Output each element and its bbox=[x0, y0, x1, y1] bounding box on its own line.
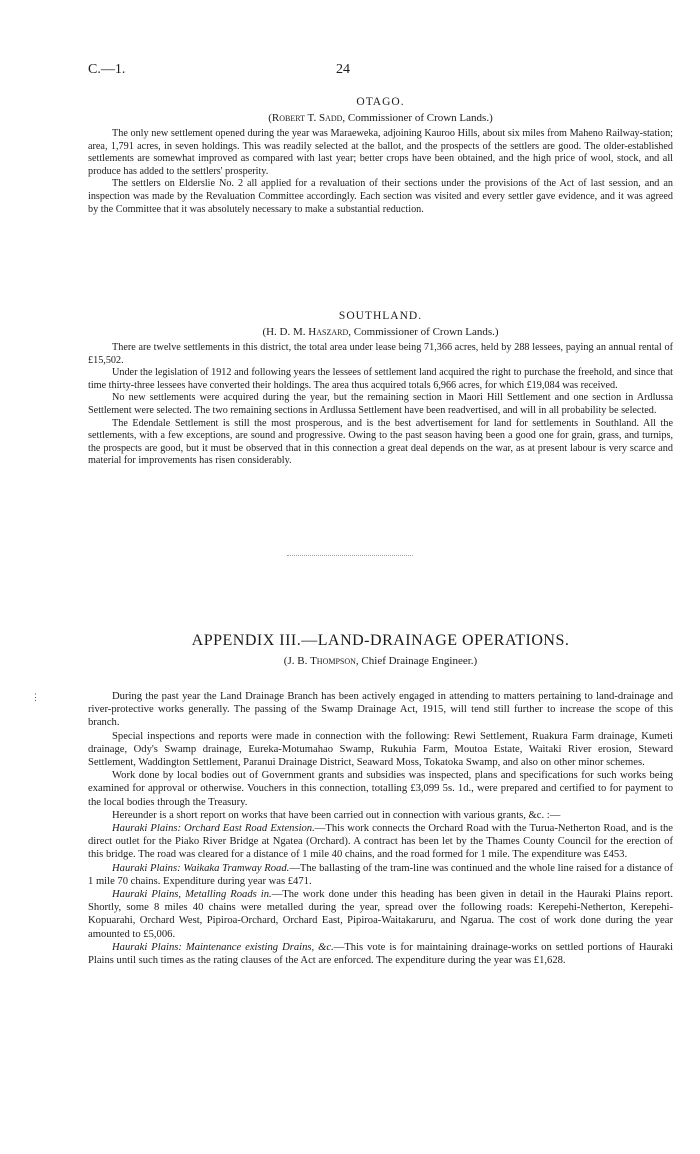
paragraph: The only new settlement opened during the year was Maraeweka, adjoining Kauroo Hills, about six miles from Maheno Railway-station; area, 1,791 acres, in seven holdings. This was readily selected at the ballot, and the prospects of the settlers are good. The older-established settlements are somewhat improved as compared with last year; better crops have been obtained, and the high price of wool, stock, and all produce has added to the settlers' prosperity. bbox=[88, 128, 673, 177]
commissioner-name: Robert T. Sadd bbox=[271, 112, 343, 124]
paragraph: Special inspections and reports were made in connection with the following: Rewi Settlement, Ruakura Farm drainage, Kumeti drainage, Ody's Swamp drainage, Eureka-Motumahao Swamp, Rukuhia Farm, Moutoa Estate, Waitaki River erosion, Steward Settlement, Waddington Settlement, Paranui Drainage District, Seaward Moss, Tokatoka Swamp, and also on other minor schemes. bbox=[88, 730, 673, 769]
subtitle-prefix: ( bbox=[268, 112, 272, 124]
work-item-heading: Hauraki Plains, Metalling Roads in. bbox=[112, 889, 272, 901]
paragraph: Under the legislation of 1912 and following years the lessees of settlement land acquired the right to purchase the freehold, and since that time thirty-three lessees have converted their holdings. The area thus acquired totals 6,966 acres, for which £19,084 was received. bbox=[88, 367, 673, 391]
subtitle-prefix: (J. B. bbox=[283, 655, 311, 667]
work-item-paragraph bbox=[88, 862, 673, 888]
subtitle-suffix: , Commissioner of Crown Lands.) bbox=[342, 112, 493, 124]
work-item-text: —The work done under this heading has been given in detail in the Hauraki Plains report. Shortly, some 8 miles 40 chains were metalled during the year, spread over the following roads: Kerepehi-Netherton, Kerepehi-Kopuarahi, Orchard West, Pipiroa-Orchard, Orchard East, Pipiroa-Waitakaruru, and Ngarua. The cost of work done during the year amounted to £5,006. bbox=[88, 889, 673, 940]
page-number: 24 bbox=[336, 62, 350, 77]
work-item-heading: Hauraki Plains: Orchard East Road Extension. bbox=[112, 823, 315, 835]
engineer-name: Thompson bbox=[310, 655, 356, 667]
paragraph: Hereunder is a short report on works that have been carried out in connection with various grants, &c. :— bbox=[112, 809, 561, 821]
section-subtitle bbox=[88, 112, 673, 124]
work-item-paragraph bbox=[88, 941, 673, 967]
work-item-text: —This vote is for maintaining drainage-works on settled portions of Hauraki Plains until such times as the rating clauses of the Act are enforced. The expenditure during the year was £1,628. bbox=[88, 941, 674, 967]
paragraph: During the past year the Land Drainage Branch has been actively engaged in attending to matters pertaining to land-drainage and river-protective works generally. The passing of the Swamp Drainage Act, 1915, will tend still further to increase the scope of this branch. bbox=[88, 691, 673, 729]
drainage-section bbox=[88, 690, 673, 967]
commissioner-name: Haszard bbox=[308, 326, 349, 338]
section-title: SOUTHLAND. bbox=[338, 310, 423, 322]
work-item-heading: Hauraki Plains: Waikaka Tramway Road. bbox=[112, 862, 290, 874]
work-item-heading: Hauraki Plains: Maintenance existing Drains, &c. bbox=[112, 941, 334, 953]
work-item-text: —This work connects the Orchard Road with the Turua-Netherton Road, and is the direct outlet for the Piako River Bridge at Ngatea (Orchard). A contract has been let by the Thames County Council for the erection of this bridge. The road was cleared for a distance of 1 mile 40 chains, and the road formed for 1 mile. The expenditure was £453. bbox=[88, 823, 673, 861]
parliamentary-reference: C.—1. bbox=[88, 62, 126, 77]
paragraph: Work done by local bodies out of Government grants and subsidies was inspected, plans and specifications for such works being examined for approval or otherwise. Vouchers in this connection, totalling £3,099 5s. 1d., were prepared and certified to for payment to the local bodies through the Treasury. bbox=[88, 770, 673, 808]
appendix-subtitle bbox=[88, 655, 673, 667]
page-header bbox=[88, 62, 660, 80]
paragraph: There are twelve settlements in this district, the total area under lease being 71,366 acres, held by 288 lessees, paying an annual rental of £15,502. bbox=[88, 342, 673, 366]
work-item-paragraph bbox=[88, 822, 673, 862]
appendix-title: APPENDIX III.—LAND-DRAINAGE OPERATIONS. bbox=[191, 632, 570, 649]
section-subtitle bbox=[88, 326, 673, 338]
southland-section bbox=[88, 310, 673, 468]
margin-mark-icon: ⋮ bbox=[31, 692, 40, 702]
work-item-text: —The ballasting of the tram-line was continued and the whole line raised for a distance of 1 mile 70 chains. Expenditure during year was £471. bbox=[88, 862, 673, 887]
paragraph: No new settlements were acquired during the year, but the remaining section in Maori Hill Settlement and one section in Ardlussa Settlement were selected. The two remaining sections in Ardlussa Settlement have been readvertised, and will in all probability be selected. bbox=[88, 392, 673, 416]
subtitle-suffix: , Commissioner of Crown Lands.) bbox=[348, 326, 499, 338]
subtitle-prefix: (H. D. M. bbox=[262, 326, 309, 338]
otago-section bbox=[88, 96, 673, 216]
subtitle-suffix: , Chief Drainage Engineer.) bbox=[355, 655, 478, 667]
paragraph: The Edendale Settlement is still the most prosperous, and is the best advertisement for land for settlements in Southland. All the settlements, with a few exceptions, are sound and progressive. Owing to the past season having been a good one for grain, grass, and turnips, the prospects are good, but it must be observed that in this connection a great deal depends on the war, as at present labour is very scarce and material for improvements has risen considerably. bbox=[88, 417, 673, 467]
work-item-paragraph bbox=[88, 888, 673, 941]
section-title: OTAGO. bbox=[356, 96, 405, 108]
paragraph: The settlers on Elderslie No. 2 all applied for a revaluation of their sections under the provisions of the Act of last session, and an inspection was made by the Revaluation Committee accordingly. Each section was visited and every settler gave evidence, and it was agreed by the Committee that it was absolutely necessary to make a substantial reduction. bbox=[88, 178, 673, 215]
section-divider bbox=[287, 555, 413, 556]
